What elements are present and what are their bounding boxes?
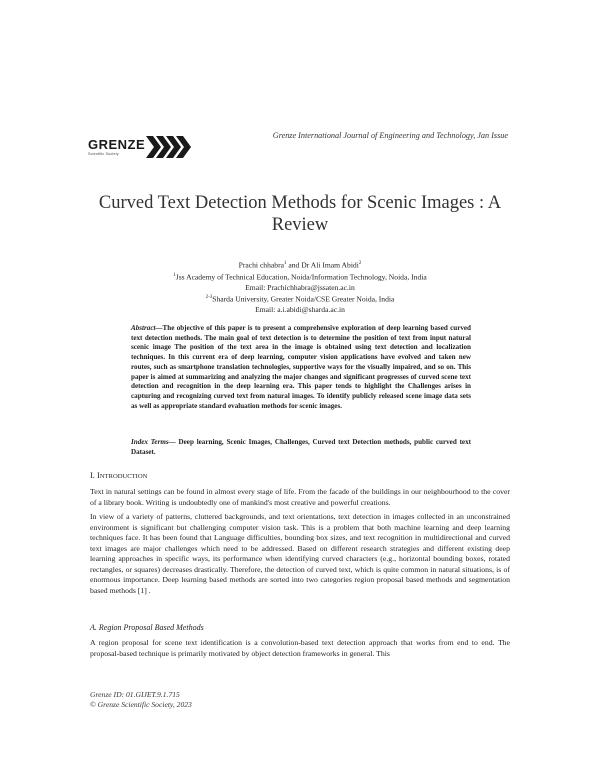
paper-title (60, 192, 540, 236)
section-number: I. I (90, 471, 100, 480)
author-1-sup: 1 (283, 261, 287, 266)
subsection-heading: A. Region Proposal Based Methods (90, 623, 204, 632)
section-heading-introduction (90, 471, 147, 480)
author-1: Prachi chhabra (238, 260, 284, 270)
email-2: Email: a.i.abidi@sharda.ac.in (255, 305, 345, 315)
author-2: Dr Ali Imam Abidi (301, 260, 359, 270)
affiliation-2-sup: 2-3 (205, 295, 213, 301)
author-line (60, 259, 540, 271)
title-line-1: Curved Text Detection Methods for Scenic Images : A (98, 193, 502, 213)
logo-subtitle: Scientific Society (88, 152, 119, 156)
intro-paragraph-2: In view of a variety of patterns, cluttered backgrounds, and text orientations, text detection in images collected in an unconstrained environment is significant but challenging computer vision task. This is a problem that both machine learning and deep learning techniques face. It has been found that Language difficulties, bounding box sizes, and text recognition in multidirectional and curved text images are major challenges which need to be addressed. Based on different research strategies and different existing deep learning approaches in specific ways, its performance when identifying curved characters (e.g., horizontal bounding boxes, rotated rectangles, or squares) decreases drastically. Therefore, the detection of curved text, which is quite common in natural situations, is of enormous importance. Deep learning based methods are sorted into two categories region proposal based methods and segmentation based methods [1] . (90, 512, 510, 595)
author-block (60, 259, 540, 316)
abstract-text: The objective of this paper is to present a comprehensive exploration of deep learning based curved text detection methods. The main goal of text detection is to determine the position of text from input natural scenic image The position of the text area in the image is obtained using text detection and localization techniques. In this current era of deep learning, computer vision applications have evolved and taken new routes, such as smartphone translation technologies, supportive ways for the visually impaired, and so on. This paper is aimed at summarizing and analyzing the major changes and significant progresses of curved scene text detection and recognition in the deep learning era. This paper tends to highlight the Challenges arises in capturing and recognizing curved text from natural images. To identify publicly released scene image data sets as well as appropriate standard evaluation methods for scenic images. (131, 324, 471, 410)
title-line-2: Review (271, 215, 329, 235)
affiliation-1-sup: 1 (173, 272, 176, 278)
author-joiner: and (286, 260, 302, 270)
grenze-id: Grenze ID: 01.GIJET.9.1.715 (90, 690, 180, 699)
grenze-logo (88, 136, 192, 158)
journal-header: Grenze International Journal of Engineering and Technology, Jan Issue (272, 131, 508, 140)
affiliation-1-line (60, 271, 540, 283)
abstract (131, 324, 471, 411)
intro-paragraph-1: Text in natural settings can be found in almost every stage of life. From the facade of the buildings in our neighbourhood to the cover of a library book. Writing is undoubtedly one of mankind's most creative and powerful creations. (90, 487, 510, 507)
chevrons-icon (146, 136, 192, 158)
copyright: © Grenze Scientific Society, 2023 (90, 700, 192, 709)
logo-word: GRENZE (88, 137, 146, 152)
email-1: Email: Prachichhabra@jssaten.ac.in (245, 282, 355, 292)
abstract-lead: Abstract— (131, 324, 163, 332)
author-2-sup: 2 (358, 261, 362, 266)
index-terms-lead: Index Terms (131, 438, 169, 446)
page-footer (90, 690, 192, 710)
affiliation-2: Sharda University, Greater Noida/CSE Greater Noida, India (212, 294, 395, 304)
affiliation-2-line (60, 293, 540, 305)
index-terms-text: — Deep learning, Scenic Images, Challenges, Curved text Detection methods, public curved text Dataset. (131, 438, 471, 456)
index-terms (131, 438, 471, 457)
affiliation-1: Jss Academy of Technical Education, Noida/Information Technology, Noida, India (175, 272, 427, 282)
region-proposal-paragraph: A region proposal for scene text identification is a convolution-based text detection approach that works from end to end. The proposal-based technique is primarily motivated by object detection frameworks in general. This (90, 638, 510, 658)
section-title: NTRODUCTION (99, 473, 148, 480)
